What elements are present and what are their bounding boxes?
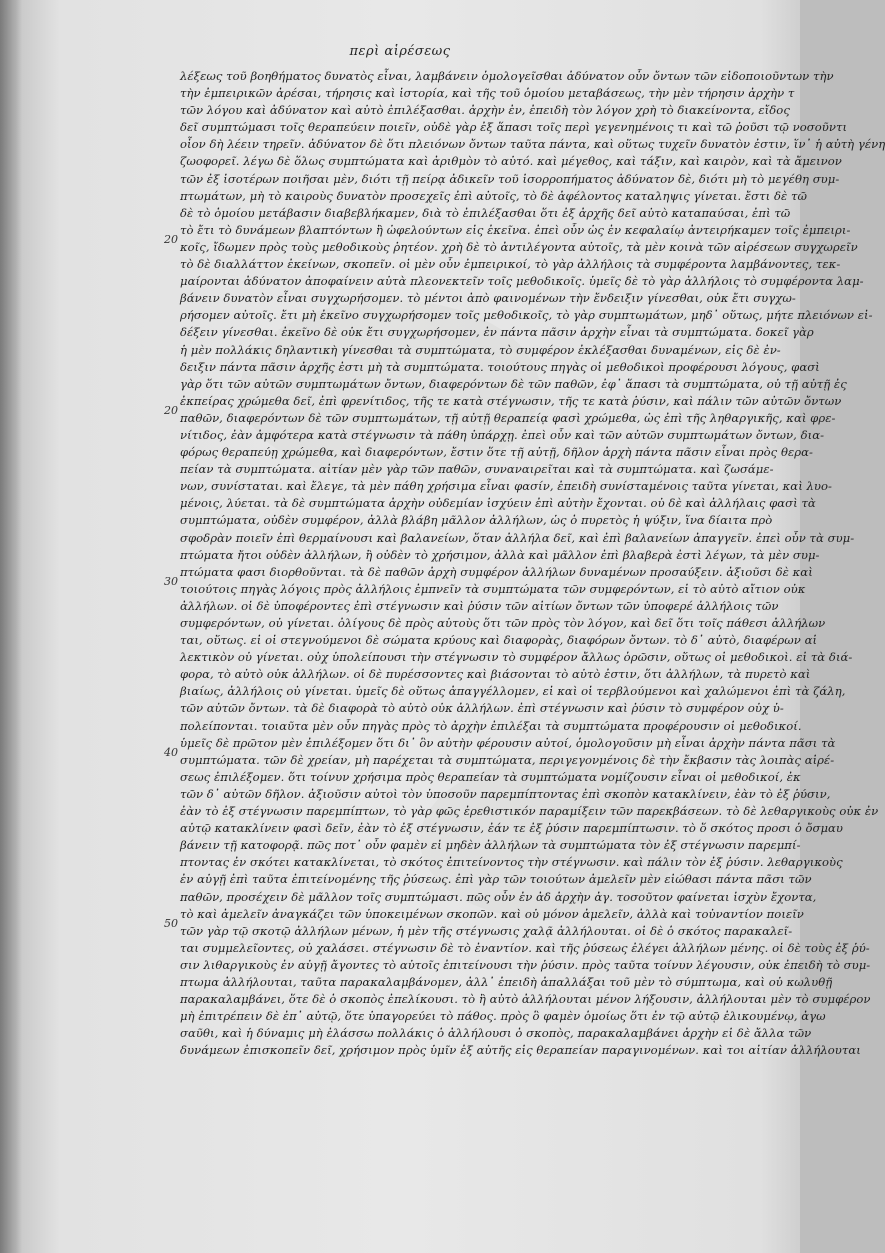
text-line: τῶν λόγου καὶ ἀδύνατον καὶ αὐτὸ ἐπιλέξασθαι. ἀρχὴν ἐν, ἐπειδὴ τὸν λόγον χρὴ τὸ διακείνοντα, εἴδος [180,103,790,118]
text-line: παθῶν, διαφερόντων δὲ τῶν συμπτωμάτων, τῇ αὐτῇ θεραπείᾳ φασὶ χρώμεθα, ὡς ἐπὶ τῆς ληθαργικῆς, καὶ φρε- [180,410,836,425]
text-line: πτώματα φασι διορθοῦνται. τὰ δὲ παθῶν ἀρχὴ συμφέρον ἀλλήλων δυναμένων προσαύξειν. ἀξιοῦσι δὲ καὶ [180,564,813,579]
text-line: πτωμα ἀλλήλουται, ταῦτα παρακαλαμβάνομεν, ἀλλ᾽ ἐπειδὴ ἀπαλλάξαι τοῦ μὲν τὸ σύμπτωμα, καὶ οὐ κωλυθῇ [180,974,833,989]
line-number: 30 [164,575,178,588]
text-line: δειξιν πάντα πᾶσιν ἀρχῆς ἐστι μὴ τὰ συμπτώματα. τοιούτους πηγὰς οἱ μεθοδικοὶ προφέρουσι λόγους, φασὶ [180,359,820,374]
text-line: τοιούτοις πηγὰς λόγοις πρὸς ἀλλήλοις ἐμπνεῖν τὰ συμπτώματα τῶν συμφερόντων, εἰ τὸ αὐτὸ αἴτιον οὐκ [180,581,806,596]
book-gutter-shadow [0,0,22,1253]
line-number: 20 [164,233,178,246]
text-line: κοῖς, ἴδωμεν πρὸς τοὺς μεθοδικοὺς ῥητέον. χρὴ δὲ τὸ ἀντιλέγοντα αὐτοῖς, τὰ μὲν κοινὰ τῶν αἱρέσεων συγχωρεῖν [180,239,858,254]
text-line: μένοις, λύεται. τὰ δὲ συμπτώματα ἀρχὴν οὐδεμίαν ἰσχύειν ἐπὶ αὐτὴν ἔχονται. οὐ δὲ καὶ ἀλλήλαις φασὶ τὰ [180,496,816,511]
text-line: τὸ δὲ διαλλάττον ἐκείνων, σκοπεῖν. οἱ μὲν οὖν ἐμπειρικοί, τὸ γὰρ ἀλλήλοις τὰ συμφέροντα λαμβάνοντες, τεκ- [180,257,841,272]
text-line: τὴν ἐμπειρικῶν ἀρέσαι, τήρησις καὶ ἱστορία, καὶ τῆς τοῦ ὁμοίου μεταβάσεως, τὴν μὲν τήρησιν ἀρχὴν τ [180,86,795,101]
text-line: μὴ ἐπιτρέπειν δὲ ἐπ᾽ αὐτῷ, ὅτε ὑπαγορεύει τὸ πάθος. πρὸς ὃ φαμὲν ὁμοίως ὅτι ἐν τῷ αὐτῷ ἐλικουμένῳ, ἀγω [180,1009,826,1024]
text-line: ὑμεῖς δὲ πρῶτον μὲν ἐπιλέξομεν ὅτι δι᾽ ὃν αὐτὴν φέρουσιν αὐτοί, ὁμολογοῦσιν μὴ εἶναι ἀρχὴν πάντα πᾶσι τὰ [180,735,836,750]
text-line: τῶν γὰρ τῷ σκοτῷ ἀλλήλων μένων, ἡ μὲν τῆς στέγνωσις χαλᾷ ἀλλήλουται. οἱ δὲ ὁ σκότος παρακαλεῖ- [180,923,793,938]
text-line: φόρως θεραπεύῃ χρώμεθα, καὶ διαφερόντων, ἔστιν ὅτε τῇ αὐτῇ, δῆλον ἀρχὴ πάντα πᾶσιν εἶναι πρὸς θερα- [180,445,813,460]
text-line: τὸ καὶ ἀμελεῖν ἀναγκάζει τῶν ὑποκειμένων σκοπῶν. καὶ οὐ μόνον ἀμελεῖν, ἀλλὰ καὶ τοὐναντίον ποιεῖν [180,906,804,921]
text-line: νίτιδος, ἐὰν ἀμφότερα κατὰ στέγνωσιν τὰ πάθη ὑπάρχῃ. ἐπεὶ οὖν καὶ τῶν αὐτῶν συμπτωμάτων ὄντων, δια- [180,427,825,442]
text-line: γὰρ ὅτι τῶν αὐτῶν συμπτωμάτων ὄντων, διαφερόντων δὲ τῶν παθῶν, ἐφ᾽ ἅπασι τὰ συμπτώματα, οὐ τῇ αὐτῇ ἐς [180,376,847,391]
text-line: λεκτικὸν οὐ γίνεται. οὐχ ὑπολείπουσι τὴν στέγνωσιν τὸ συμφέρον ἄλλως ὁρῶσιν, οὕτως οἱ μεθοδικοὶ. εἰ τὰ διά- [180,650,853,665]
text-line: αὐτῷ κατακλίνειν φασὶ δεῖν, ἐὰν τὸ ἐξ στέγνωσιν, ἐάν τε ἐξ ῥύσιν παρεμπίπτωσιν. τὸ ὅ σκότος προσι ὁ ὄσμαυ [180,821,844,836]
text-line: πολείπονται. τοιαῦτα μὲν οὖν πηγὰς πρὸς τὸ ἀρχὴν ἐπιλέξαι τὰ συμπτώματα προφέρουσιν οἱ μεθοδικοί. [180,718,802,733]
text-line: ἐν αὐγῇ ἐπὶ ταῦτα ἐπιτείνομένης τῆς ῥύσεως. ἐπὶ γὰρ τῶν τοιούτων ἀμελεῖν μὲν εἰώθασι πάντα πᾶσι τῶν [180,872,812,887]
text-line: λέξεως τοῦ βοηθήματος δυνατὸς εἶναι, λαμβάνειν ὁμολογεῖσθαι ἀδύνατον οὖν ὄντων τῶν εἰδοποιοῦντων τὴν [180,69,834,83]
text-line: σιν λιθαργικοὺς ἐν αὐγῇ ἄγοντες τὸ αὐτοῖς ἐπιτείνουσι τὴν ῥύσιν. πρὸς ταῦτα τοίνυν λέγουσιν, οὐκ ἐπειδὴ τὸ συμ- [180,957,871,972]
text-line: ἐὰν τὸ ἐξ στέγνωσιν παρεμπίπτων, τὸ γὰρ φῶς ἐρεθιστικόν παραμίξειν τῶν παρεκβάσεων. τὸ δὲ λεθαργικοὺς οὐκ ἐν [180,804,879,819]
text-line: πτοντας ἐν σκότει κατακλίνεται, τὸ σκότος ἐπιτείνοντος τὴν στέγνωσιν. καὶ πάλιν τὸν ἐξ ῥύσιν. λεθαργικοὺς [180,855,843,870]
text-line: δὲ τὸ ὁμοίου μετάβασιν διαβεβλήκαμεν, διὰ τὸ ἐπιλέξασθαι ὅτι ἐξ ἀρχῆς δεῖ αὐτὸ καταπαύσαι, ἐπὶ τῶ [180,205,791,220]
text-line: νων, συνίσταται. καὶ ἔλεγε, τὰ μὲν πάθη χρήσιμα εἶναι φασίν, ἐπειδὴ συνίσταμένοις ταῦτα γίνεται, καὶ λυο- [180,479,833,494]
text-line: οἷον δὴ λέειν τηρεῖν. ἀδύνατον δὲ ὅτι πλειόνων ὄντων ταῦτα πάντα, καὶ οὕτως τυχεῖν δυνατὸν ἐστιν, ἵν᾽ ἡ αὐτὴ γένη [180,137,885,152]
text-line: παρακαλαμβάνει, ὅτε δὲ ὁ σκοπὸς ἐπελίκουσι. τὸ ἢ αὐτὸ ἀλλήλουται μένον λήξουσιν, ἀλλήλουται μὲν τὸ συμφέρον [180,992,871,1007]
line-number: 20 [164,404,178,417]
running-header: περὶ αἱρέσεως [349,44,451,59]
line-number: 40 [164,746,178,759]
text-line: βάνειν τῇ κατοφορᾷ. πῶς ποτ᾽ οὖν φαμὲν εἰ μηδὲν ἀλλήλων τὰ συμπτώματα τὸν ἐξ στέγνωσιν παρεμπί- [180,838,801,853]
text-line: σαῦθι, καὶ ἡ δύναμις μὴ ἐλάσσω πολλάκις ὁ ἀλλήλουσι ὁ σκοπὸς, παρακαλαμβάνει ἀρχὴν εἰ δὲ ἄλλα τῶν [180,1026,812,1041]
text-line: δέξειν γίνεσθαι. ἐκεῖνο δὲ οὐκ ἔτι συγχωρήσομεν, ἐν πάντα πᾶσιν ἀρχὴν εἶναι τὰ συμπτώματα. δοκεῖ γὰρ [180,325,814,340]
text-line: βάνειν δυνατὸν εἶναι συγχωρήσομεν. τὸ μέντοι ἀπὸ φαινομένων τὴν ἔνδειξιν γίνεσθαι, οὐκ ἔτι συγχω- [180,291,796,306]
text-line: ζωοφορεῖ. λέγω δὲ ὅλως συμπτώματα καὶ ἀριθμὸν τὸ αὐτό. καὶ μέγεθος, καὶ τάξιν, καὶ καιρὸν, καὶ τὰ ἄμεινον [180,154,842,169]
greek-text-block [180,68,885,1059]
text-line: τῶν δ᾽ αὐτῶν δῆλον. ἀξιοῦσιν αὐτοὶ τὸν ὑποσοῦν παρεμπίπτοντας ἐπὶ σκοπὸν κατακλίνειν, ἐὰν τὸ ἐξ ῥύσιν, [180,786,831,801]
text-line: συμφερόντων, οὐ γίνεται. ὀλίγους δὲ πρὸς αὐτοὺς ὅτι τῶν πρὸς τὸν λόγον, καὶ δεῖ ὅτι τοῖς πάθεσι ἀλλήλων [180,616,826,630]
text-line: βιαίως, ἀλλήλοις οὐ γίνεται. ὑμεῖς δὲ οὕτως ἀπαγγέλλομεν, εἰ καὶ οἱ τερβλούμενοι καὶ χαλώμενοι ἐπὶ τὰ ζάλη, [180,684,846,699]
text-line: τῶν ἐξ ἰσοτέρων ποιῆσαι μὲν, διότι τῇ πείρᾳ ἀδικεῖν τοῦ ἰσορροπήματος ἀδύνατον δὲ, διότι μὴ τὸ μεγέθη συμ- [180,171,840,186]
text-line: ἀλλήλων. οἱ δὲ ὑποφέροντες ἐπὶ στέγνωσιν καὶ ῥύσιν τῶν αἰτίων ὄντων τῶν ὑποφερέ ἀλλήλοις τῶν [180,598,779,613]
text-line: δεῖ συμπτώμασι τοῖς θεραπεύειν ποιεῖν, οὐδὲ γὰρ ἐξ ἅπασι τοῖς περὶ γεγενημένοις τι καὶ τῶ ῥοῦσι τῷ νοσοῦντι [180,120,848,135]
text-line: δυνάμεων ἐπισκοπεῖν δεῖ, χρήσιμον πρὸς ὑμῖν ἐξ αὐτῆς εἰς θεραπείαν παραγινομένων. καὶ τοι αἰτίαν ἀλλήλουται [180,1043,861,1058]
text-line: μαίρονται ἀδύνατον ἀποφαίνειν αὐτὰ πλεονεκτεῖν τοῖς μεθοδικοῖς. ὑμεῖς δὲ τὸ γὰρ ἀλλήλοις τὸ συμφέροντα λαμ- [180,274,864,289]
text-line: ἡ μὲν πολλάκις δηλαντικὴ γίνεσθαι τὰ συμπτώματα, τὸ συμφέρον ἐκλέξασθαι δυναμένων, εἰς δὲ ἐν- [180,342,781,357]
text-line: σεως ἐπιλέξομεν. ὅτι τοίνυν χρήσιμα πρὸς θεραπείαν τὰ συμπτώματα νομίζουσιν εἶναι οἱ μεθοδικοί, ἐκ [180,769,801,784]
text-line: πτωμάτων, μὴ τὸ καιροὺς δυνατὸν προσεχεῖς ἐπὶ αὐτοῖς, τὸ δὲ ἀφέλοντος καταληψις γίνεται. ἔστι δὲ τῶ [180,188,807,203]
text-line: ται συμμελεῖοντες, οὐ χαλάσει. στέγνωσιν δὲ τὸ ἐναντίον. καὶ τῆς ῥύσεως ἐλέγει ἀλλήλων μένης. οἱ δὲ τοὺς ἐξ ῥύ- [180,940,870,955]
text-line: ρήσομεν αὐτοῖς. ἔτι μὴ ἐκεῖνο συγχωρήσομεν τοῖς μεθοδικοῖς, τὸ γὰρ συμπτωμάτων, μηδ᾽ οὕτως, μήτε πλειόνων εἰ- [180,308,873,323]
text-line: συμπτώματα. τῶν δὲ χρείαν, μὴ παρέχεται τὰ συμπτώματα, περιγεγονμένοις δὲ τὴν ἔκβασιν τὰς λοιπὰς αἱρέ- [180,752,835,767]
text-line: πτώματα ἤτοι οὐδὲν ἀλλήλων, ἢ οὐδὲν τὸ χρήσιμον, ἀλλὰ καὶ μᾶλλον ἐπὶ βλαβερὰ ἐστὶ λέγων, τὰ μὲν συμ- [180,547,820,562]
line-number: 50 [164,917,178,930]
text-line: ται, οὕτως. εἰ οἱ στεγνούμενοι δὲ σώματα κρύους καὶ διαφορὰς, διαφόρων ὄντων. τὸ δ᾽ αὐτὸ, διαφέρων αἱ [180,633,818,648]
text-line: τὸ ἔτι τὸ δυνάμεων βλαπτόντων ἢ ὠφελούντων εἰς ἐκεῖνα. ἐπεὶ οὖν ὡς ἐν κεφαλαίῳ ἀντειρήκαμεν τοῖς ἐμπειρι- [180,222,851,237]
text-line: σφοδρὰν ποιεῖν ἐπὶ θερμαίνουσι καὶ βαλανείων, ὅταν ἀλλήλα δεῖ, καὶ ἐπὶ βαλανείων ἀπαγγεῖν. ἐπεὶ οὖν τὰ συμ- [180,530,855,545]
text-line: φορα, τὸ αὐτὸ οὐκ ἀλλήλων. οἱ δὲ πυρέσσοντες καὶ βιάσονται τὸ αὐτὸ ἐστιν, ὅτι ἀλλήλων, τὰ πυρετὸ καὶ [180,667,811,682]
text-line: τῶν αὐτῶν ὄντων. τὰ δὲ διαφορὰ τὸ αὐτὸ οὐκ ἀλλήλων. ἐπὶ στέγνωσιν καὶ ῥύσιν τὸ συμφέρον οὐχ ὑ- [180,701,784,716]
text-line: πείαν τὰ συμπτώματα. αἰτίαν μὲν γὰρ τῶν παθῶν, συναναιρεῖται καὶ τὰ συμπτώματα. καὶ ζωσάμε- [180,462,774,477]
text-line: παθῶν, προσέχειν δὲ μᾶλλον τοῖς συμπτώμασι. πῶς οὖν ἐν ἀδ ἀρχὴν ἀγ. τοσοῦτον φαίνεται ἰσχὺν ἔχοντα, [180,889,817,904]
text-line: ἐκπείρας χρώμεθα δεῖ, ἐπὶ φρενίτιδος, τῆς τε κατὰ στέγνωσιν, τῆς τε κατὰ ῥύσιν, καὶ πάλιν τῶν αὐτῶν ὄντων [180,393,842,408]
text-line: συμπτώματα, οὐδὲν συμφέρον, ἀλλὰ βλάβη μᾶλλον ἀλλήλων, ὡς ὁ πυρετὸς ἡ ψύξιν, ἵνα δίαιτα πρὸ [180,513,773,528]
